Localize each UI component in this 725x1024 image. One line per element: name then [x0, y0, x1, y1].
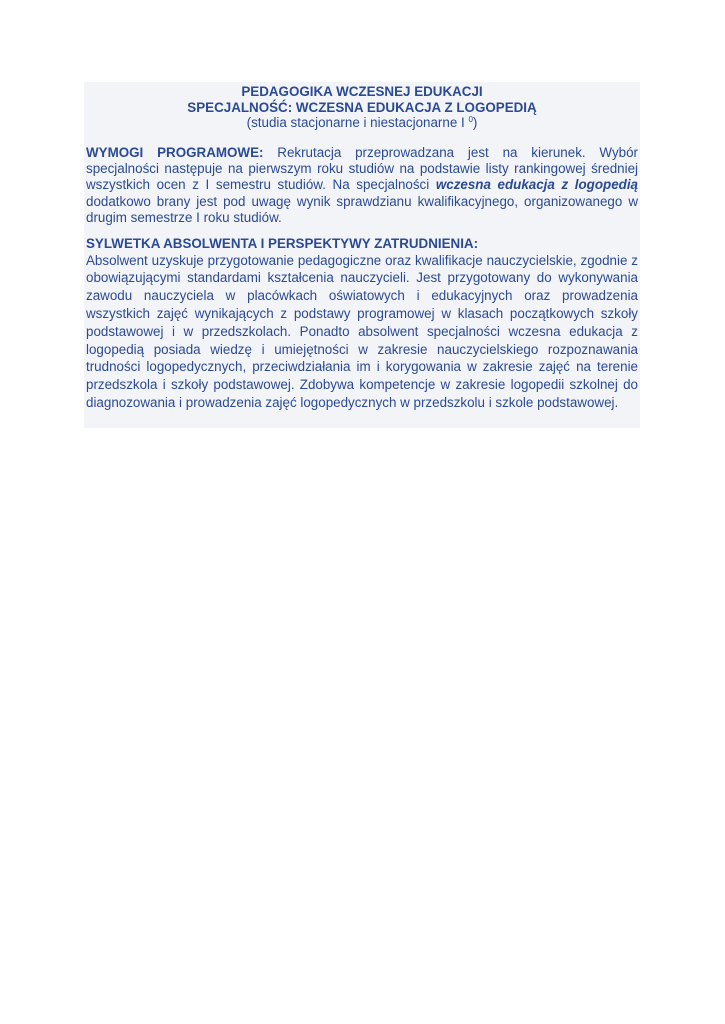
graduate-profile-heading: SYLWETKA ABSOLWENTA I PERSPEKTYWY ZATRUDNIENIA: — [86, 235, 479, 251]
study-mode-text: (studia stacjonarne i niestacjonarne I — [246, 115, 469, 130]
program-title: PEDAGOGIKA WCZESNEJ EDUKACJI — [241, 84, 483, 99]
requirements-heading: WYMOGI PROGRAMOWE: — [86, 144, 264, 160]
requirements-paragraph — [86, 145, 638, 227]
study-mode-subtitle — [86, 115, 638, 131]
requirements-text-end: dodatkowo brany jest pod uwagę wynik sprawdzianu kwalifikacyjnego, organizowanego w drugim semestrze I roku studiów. — [86, 193, 638, 226]
specialization-name: wczesna edukacja z logopedią — [435, 177, 638, 193]
study-level-superscript: 0 — [468, 115, 473, 124]
requirements-text-start: Rekrutacja przeprowadzana jest na kierunek. Wybór specjalności następuje na pierwszym roku studiów na podstawie listy rankingowej średniej wszystkich ocen z I semestru studiów. Na specjalności — [86, 144, 638, 193]
study-mode-closing: ) — [472, 115, 478, 130]
specialization-title: SPECJALNOŚĆ: WCZESNA EDUKACJA Z LOGOPEDIĄ — [187, 99, 537, 115]
document-header — [86, 84, 638, 131]
graduate-profile-paragraph: Absolwent uzyskuje przygotowanie pedagogiczne oraz kwalifikacje nauczycielskie, zgodnie z obowiązującymi standardami kształcenia nauczycieli. Jest przygotowany do wykonywania zawodu nauczyciela w placówkach oświatowych i edukacyjnych oraz prowadzenia wszystkich zajęć wynikających z podstawy programowej w klasach początkowych szkoły podstawowej i w przedszkolach. Ponadto absolwent specjalności wczesna edukacja z logopedią posiada wiedzę i umiejętności w zakresie nauczycielskiego rozpoznawania trudności logopedycznych, przeciwdziałania im i korygowania w zakresie zajęć na terenie przedszkola i szkoły podstawowej. Zdobywa kompetencje w zakresie logopedii szkolnej do diagnozowania i prowadzenia zajęć logopedycznych w przedszkolu i szkole podstawowej. — [86, 252, 638, 410]
document-content — [86, 84, 638, 412]
